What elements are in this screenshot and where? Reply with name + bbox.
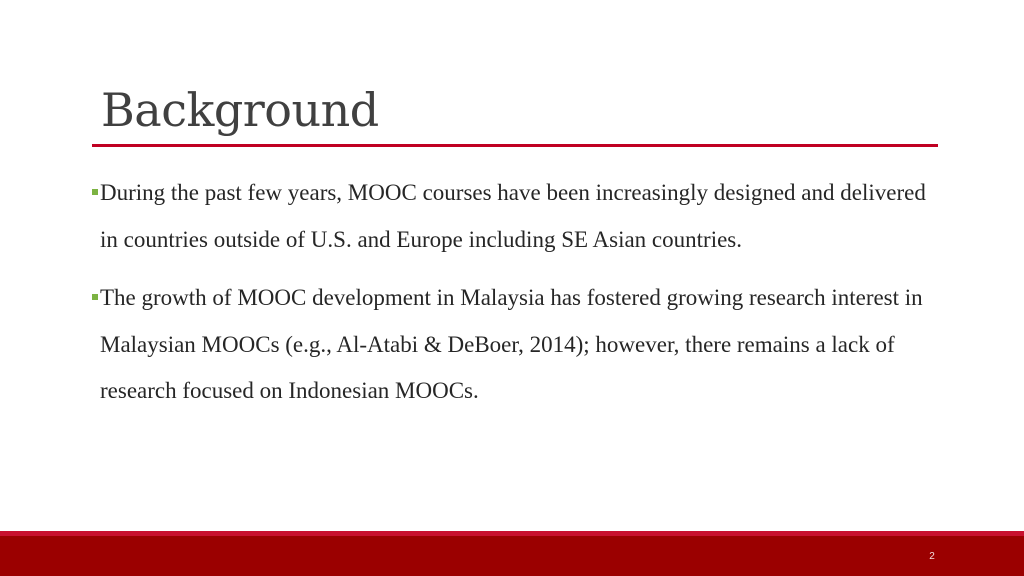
bullet-text: During the past few years, MOOC courses have been increasingly designed and delivered in countries outside of U.S. and Europe including SE Asian countries. xyxy=(100,180,926,252)
square-bullet-icon xyxy=(92,294,98,300)
bullet-list xyxy=(88,170,948,427)
page-number: 2 xyxy=(929,551,935,562)
square-bullet-icon xyxy=(92,189,98,195)
title-underline-divider xyxy=(92,144,938,147)
bullet-text: The growth of MOOC development in Malaysia has fostered growing research interest in Malaysian MOOCs (e.g., Al-Atabi & DeBoer, 2014); however, there remains a lack of research focused on Indonesian MOOCs. xyxy=(100,285,923,403)
bullet-item xyxy=(88,275,948,415)
slide-title: Background xyxy=(101,83,379,137)
bullet-item xyxy=(88,170,948,263)
footer-bar xyxy=(0,536,1024,576)
